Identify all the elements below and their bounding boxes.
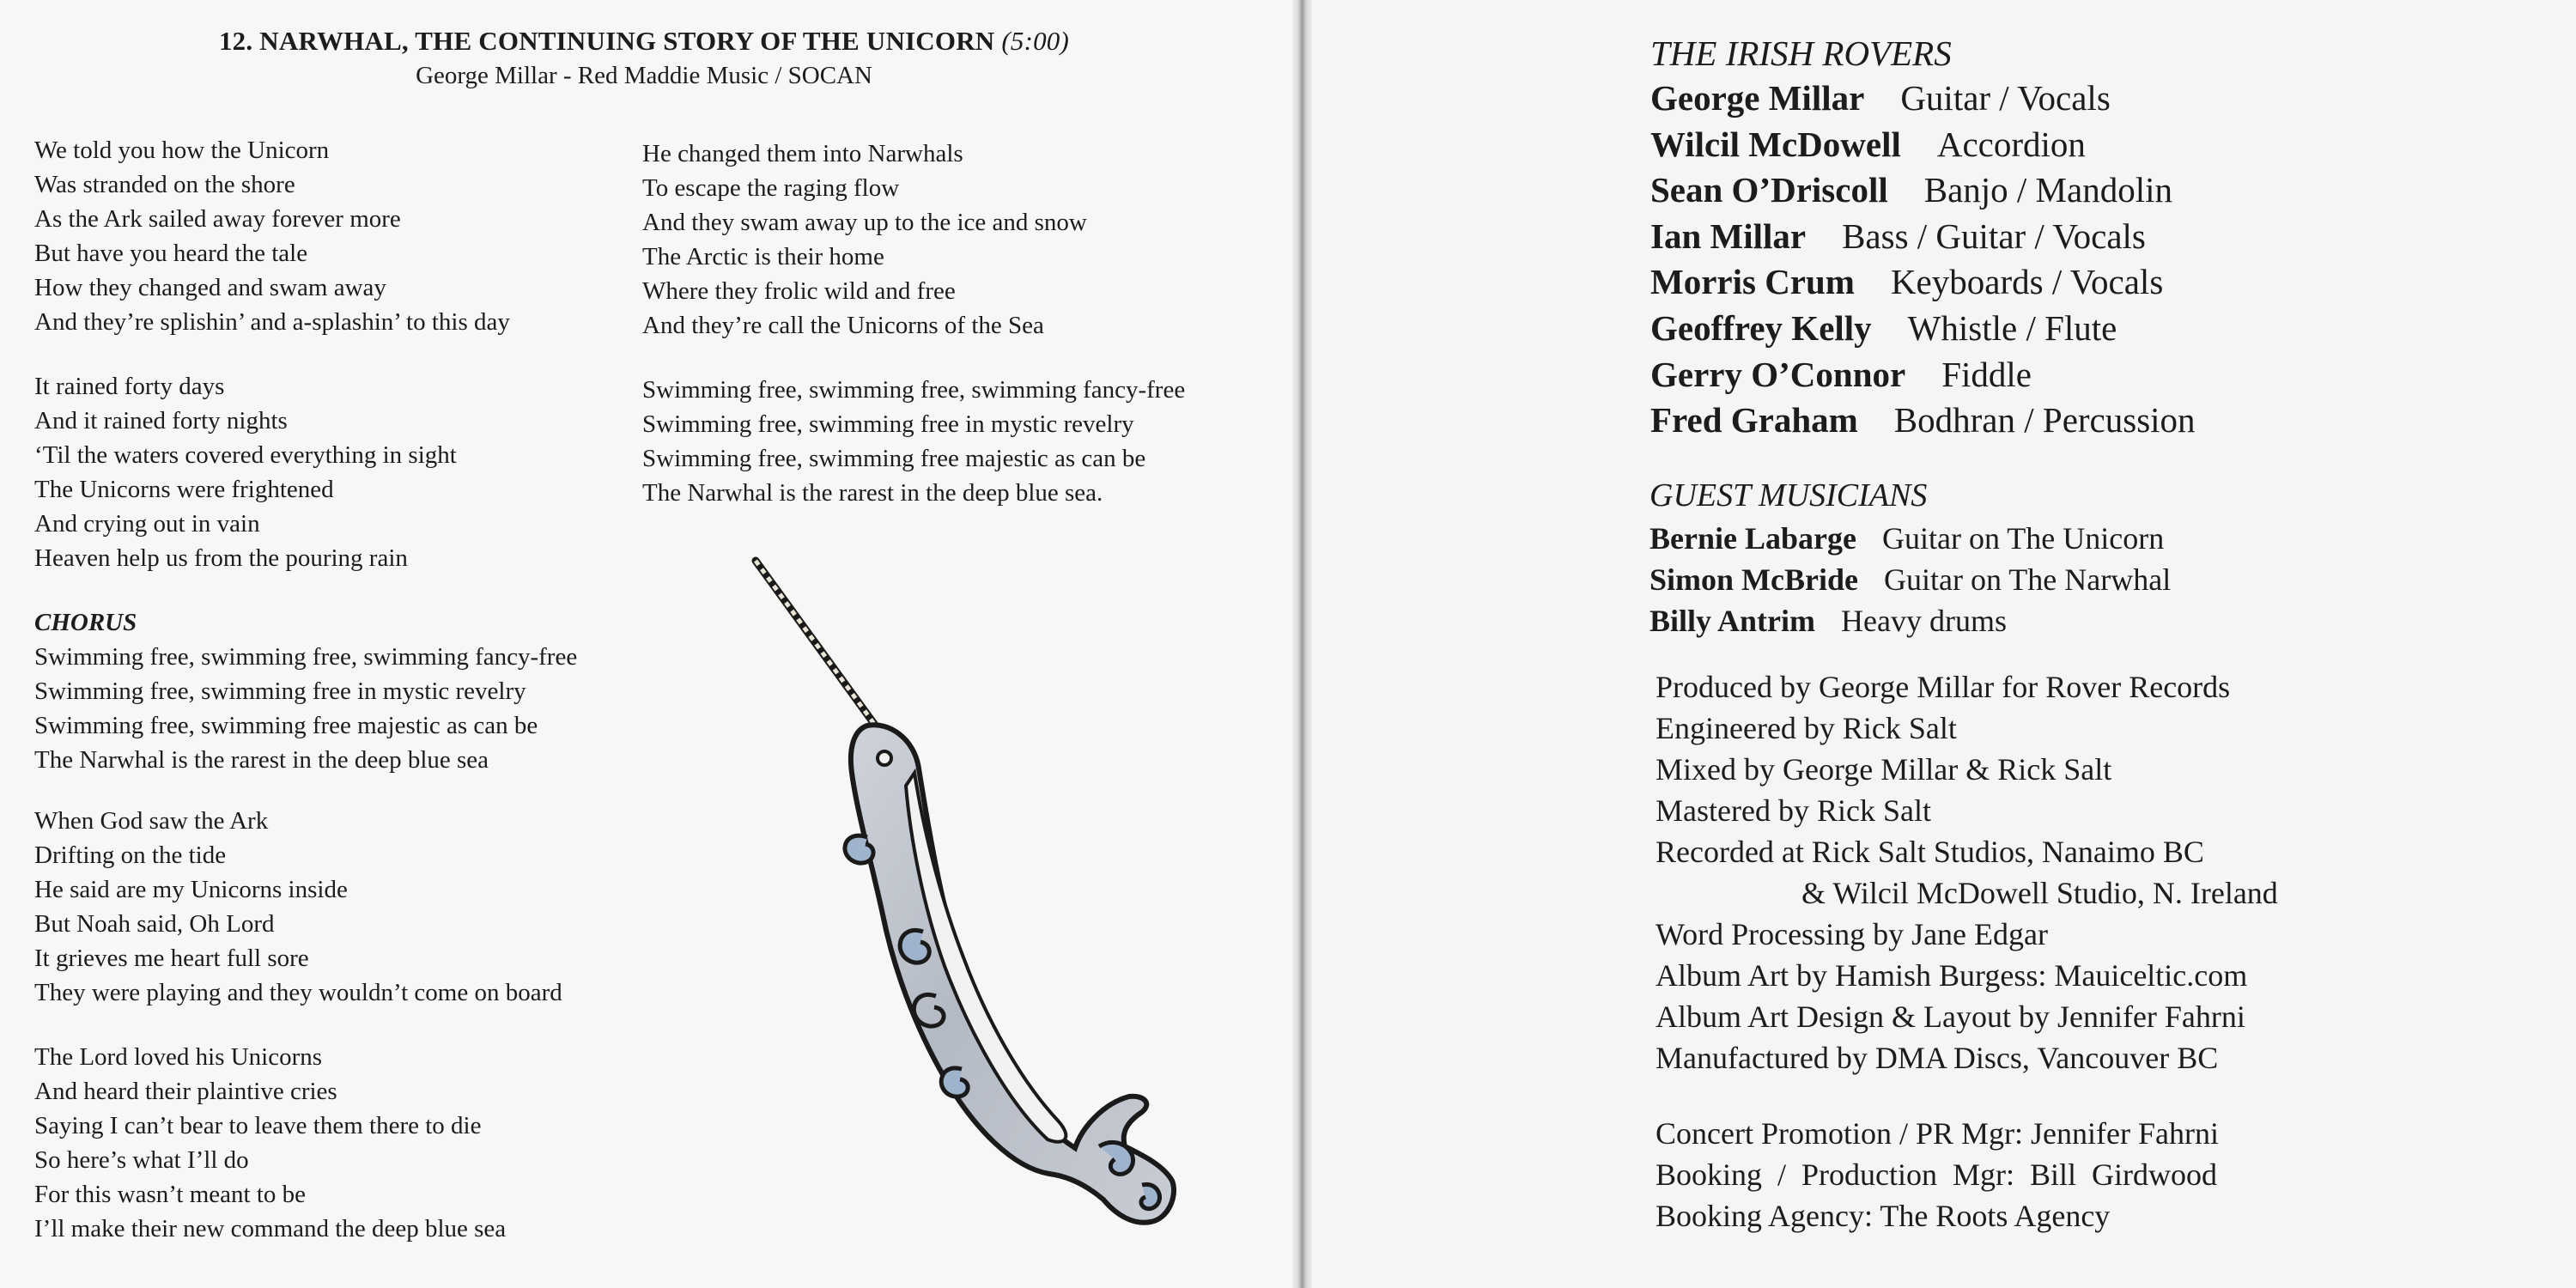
- member-name: Morris Crum: [1650, 262, 1855, 302]
- lyric-line: The Narwhal is the rarest in the deep blue sea.: [642, 479, 1103, 507]
- band-member-row: [1650, 352, 2196, 398]
- contact-line: Booking / Production Mgr: Bill Girdwood: [1656, 1157, 2218, 1192]
- lyric-line: And they’re call the Unicorns of the Sea: [642, 312, 1044, 339]
- guest-name: Bernie Labarge: [1649, 521, 1856, 556]
- lyric-line: And heard their plaintive cries: [34, 1078, 337, 1105]
- guest-musicians-list: [1649, 518, 2171, 641]
- contact-credits: [1656, 1113, 2219, 1236]
- guest-row: [1649, 559, 2171, 600]
- credit-line: Word Processing by Jane Edgar: [1656, 917, 2048, 951]
- lyric-line: Swimming free, swimming free, swimming fancy-free: [642, 376, 1186, 404]
- lyric-line: But have you heard the tale: [34, 240, 308, 267]
- lyrics-stanza: [34, 804, 653, 1010]
- credit-line: Engineered by Rick Salt: [1656, 711, 1957, 745]
- band-member-row: [1650, 76, 2196, 122]
- member-name: Sean O’Driscoll: [1650, 170, 1888, 210]
- lyric-line: I’ll make their new command the deep blue sea: [34, 1215, 507, 1242]
- credit-line: Manufactured by DMA Discs, Vancouver BC: [1656, 1041, 2219, 1075]
- lyric-line: And it rained forty nights: [34, 407, 288, 434]
- song-title-text: 12. NARWHAL, THE CONTINUING STORY OF THE UNICORN: [218, 26, 995, 56]
- narwhal-tusk: [756, 561, 874, 724]
- contact-line: Booking Agency: The Roots Agency: [1656, 1199, 2111, 1233]
- lyric-line: Drifting on the tide: [34, 841, 227, 869]
- credit-line: Mixed by George Millar & Rick Salt: [1656, 752, 2112, 787]
- member-role: Bodhran / Percussion: [1893, 400, 2196, 440]
- band-heading: THE IRISH ROVERS: [1650, 33, 1952, 73]
- lyric-line: He changed them into Narwhals: [642, 140, 963, 167]
- lyric-line: ‘Til the waters covered everything in sight: [34, 441, 457, 469]
- production-credits: [1656, 666, 2278, 1078]
- lyric-line: Swimming free, swimming free in mystic revelry: [642, 410, 1134, 438]
- lyrics-stanza: [642, 137, 1278, 343]
- lyric-line: The Lord loved his Unicorns: [34, 1043, 323, 1071]
- member-name: Wilcil McDowell: [1650, 124, 1901, 164]
- book-spine: [1292, 0, 1312, 1288]
- lyric-line: To escape the raging flow: [642, 174, 900, 202]
- lyric-line: And crying out in vain: [34, 510, 260, 538]
- lyrics-stanza: [34, 369, 653, 575]
- lyric-line: Was stranded on the shore: [34, 171, 295, 198]
- chorus-line: Swimming free, swimming free majestic as can be: [34, 712, 538, 739]
- member-role: Whistle / Flute: [1907, 307, 2117, 348]
- member-role: Bass / Guitar / Vocals: [1842, 216, 2146, 256]
- lyric-line: It grieves me heart full sore: [34, 945, 309, 972]
- member-role: Fiddle: [1941, 354, 2032, 394]
- band-member-row: [1650, 306, 2196, 352]
- guest-row: [1649, 518, 2171, 559]
- lyric-line: And they’re splishin’ and a-splashin’ to this day: [34, 308, 510, 336]
- lyric-line: And they swam away up to the ice and snow: [642, 209, 1087, 236]
- narwhal-eye: [878, 751, 891, 765]
- chorus-line: Swimming free, swimming free in mystic revelry: [34, 677, 526, 705]
- guest-row: [1649, 600, 2171, 641]
- lyric-line: We told you how the Unicorn: [34, 137, 330, 164]
- guest-role: Guitar on The Narwhal: [1883, 562, 2172, 597]
- member-name: Gerry O’Connor: [1650, 354, 1906, 394]
- band-member-row: [1650, 214, 2196, 260]
- band-member-row: [1650, 167, 2196, 214]
- credit-line: Produced by George Millar for Rover Records: [1656, 670, 2231, 704]
- lyric-line: Saying I can’t bear to leave them there to die: [34, 1112, 482, 1139]
- lyric-line: But Noah said, Oh Lord: [34, 910, 275, 938]
- guest-name: Simon McBride: [1649, 562, 1858, 597]
- credit-line: & Wilcil McDowell Studio, N. Ireland: [1801, 876, 2278, 910]
- contact-line: Concert Promotion / PR Mgr: Jennifer Fahrni: [1656, 1116, 2219, 1151]
- lyrics-stanza: [642, 373, 1278, 510]
- member-role: Guitar / Vocals: [1900, 78, 2111, 118]
- lyric-line: For this wasn’t meant to be: [34, 1181, 307, 1208]
- band-member-row: [1650, 122, 2196, 168]
- lyric-line: Swimming free, swimming free majestic as can be: [642, 445, 1146, 472]
- member-name: George Millar: [1650, 78, 1865, 118]
- lyric-line: The Unicorns were frightened: [34, 476, 334, 503]
- lyric-line: It rained forty days: [34, 373, 225, 400]
- lyric-line: As the Ark sailed away forever more: [34, 205, 401, 233]
- member-role: Accordion: [1936, 124, 2086, 164]
- member-name: Geoffrey Kelly: [1650, 307, 1872, 348]
- lyric-line: How they changed and swam away: [34, 274, 386, 301]
- member-role: Keyboards / Vocals: [1890, 262, 2164, 302]
- member-name: Ian Millar: [1650, 216, 1807, 256]
- lyric-line: Where they frolic wild and free: [642, 277, 956, 305]
- lyric-line: They were playing and they wouldn’t come on board: [34, 979, 562, 1006]
- lyric-line: The Arctic is their home: [642, 243, 884, 270]
- credit-line: Recorded at Rick Salt Studios, Nanaimo BC: [1656, 835, 2204, 869]
- chorus-stanza: [34, 605, 653, 777]
- chorus-line: The Narwhal is the rarest in the deep blue sea: [34, 746, 489, 774]
- credit-line: Album Art Design & Layout by Jennifer Fahrni: [1656, 999, 2245, 1034]
- guest-role: Guitar on The Unicorn: [1881, 521, 2165, 556]
- guest-role: Heavy drums: [1841, 604, 2007, 638]
- lyric-line: Heaven help us from the pouring rain: [34, 544, 408, 572]
- lyrics-column-left: [34, 133, 653, 1276]
- lyric-line: He said are my Unicorns inside: [34, 876, 348, 903]
- band-members-list: [1650, 76, 2196, 444]
- song-duration: (5:00): [1001, 26, 1070, 56]
- chorus-line: Swimming free, swimming free, swimming fancy-free: [34, 643, 578, 671]
- member-role: Banjo / Mandolin: [1923, 170, 2172, 210]
- credit-line: Mastered by Rick Salt: [1656, 793, 1931, 828]
- guest-heading: GUEST MUSICIANS: [1649, 477, 1928, 513]
- credit-line: Album Art by Hamish Burgess: Mauiceltic.com: [1656, 958, 2248, 993]
- narwhal-illustration: [738, 554, 1185, 1241]
- song-title: [34, 26, 1254, 57]
- chorus-label: CHORUS: [34, 609, 137, 636]
- song-credit: George Millar - Red Maddie Music / SOCAN: [416, 62, 872, 89]
- guest-name: Billy Antrim: [1649, 604, 1816, 638]
- band-member-row: [1650, 398, 2196, 444]
- lyrics-stanza: [34, 133, 653, 339]
- lyrics-stanza: [34, 1040, 653, 1246]
- member-name: Fred Graham: [1650, 400, 1858, 440]
- lyric-line: When God saw the Ark: [34, 807, 269, 835]
- lyric-line: So here’s what I’ll do: [34, 1146, 249, 1174]
- band-member-row: [1650, 259, 2196, 306]
- lyrics-column-right: [642, 137, 1278, 540]
